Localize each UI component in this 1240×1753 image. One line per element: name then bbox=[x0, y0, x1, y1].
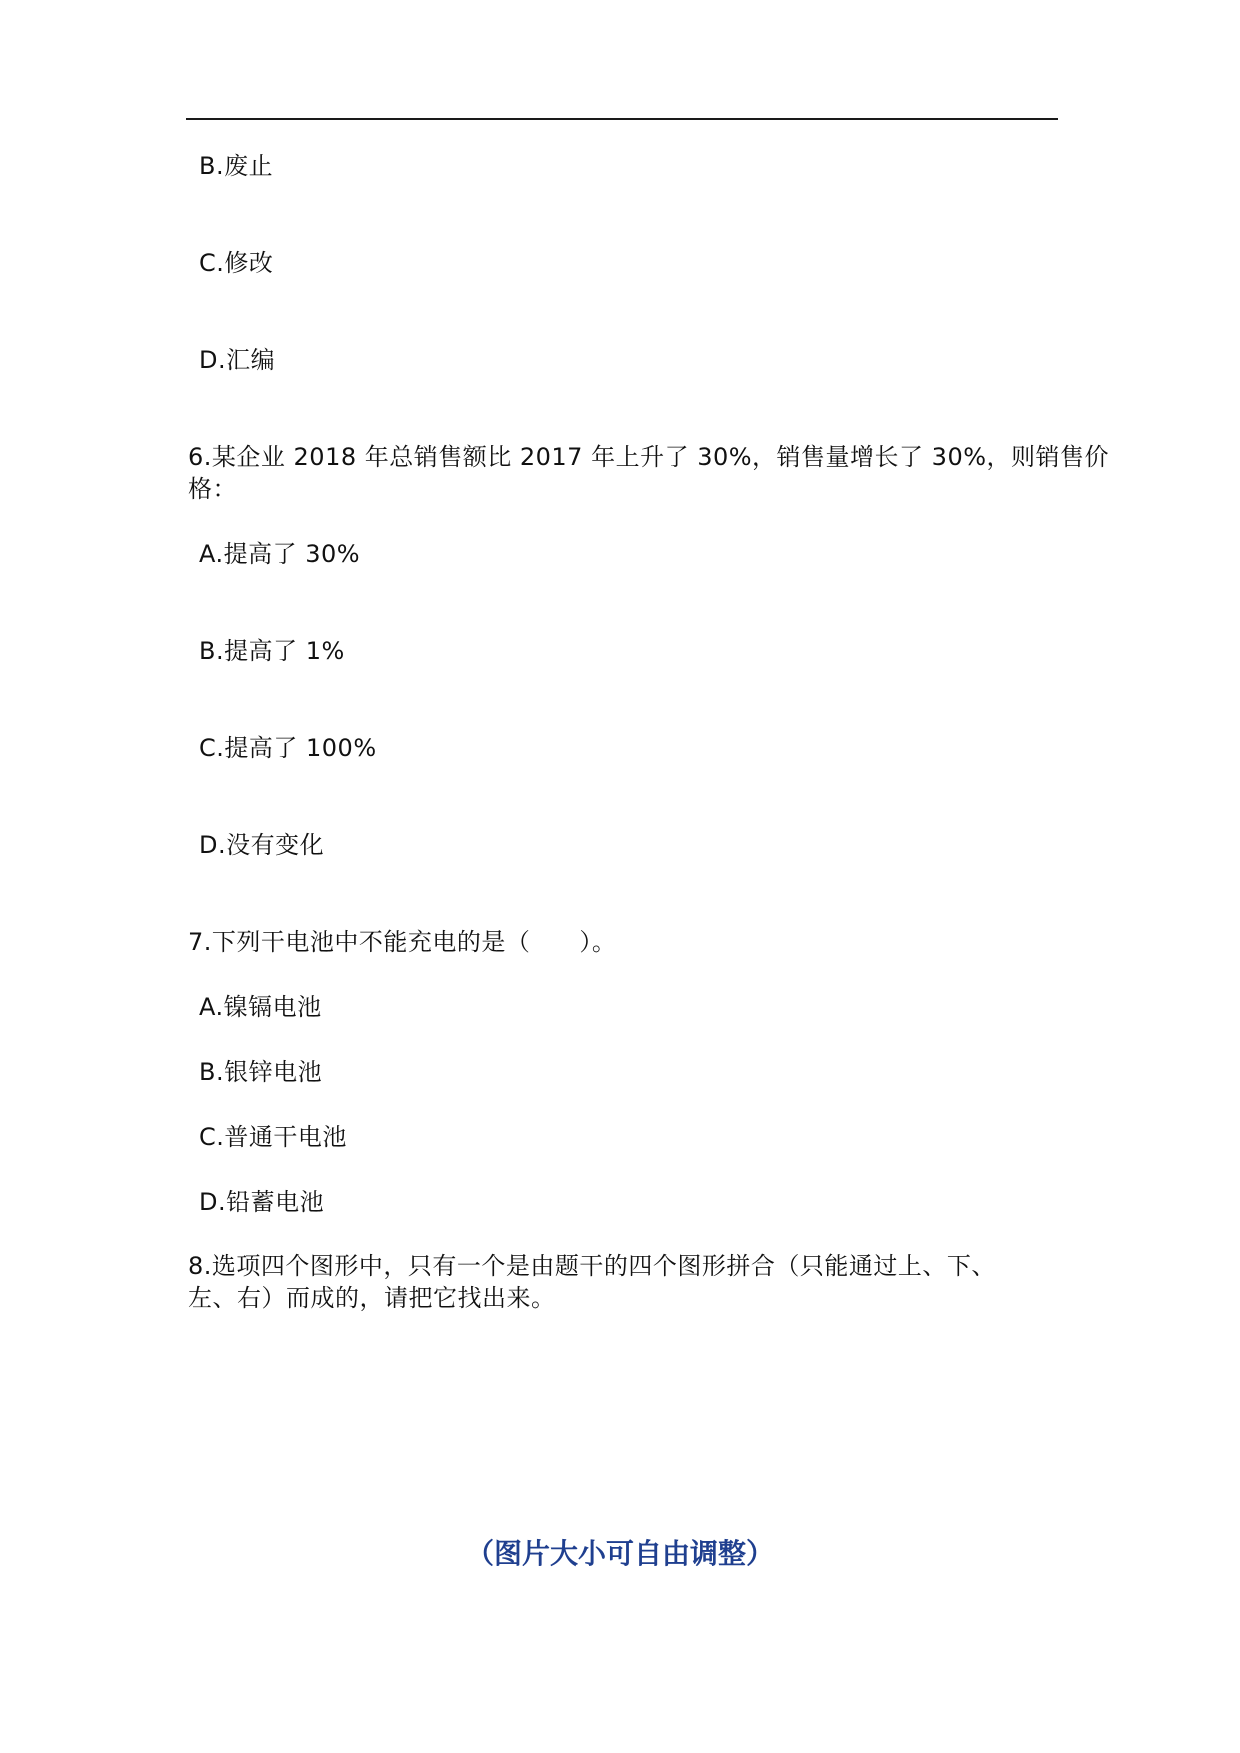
q5-option-b: B.废止 bbox=[199, 152, 274, 180]
image-resize-caption: （图片大小可自由调整） bbox=[465, 1537, 774, 1570]
q6-option-d: D.没有变化 bbox=[199, 831, 325, 859]
q7-option-a: A.镍镉电池 bbox=[199, 993, 322, 1021]
q5-option-d: D.汇编 bbox=[199, 346, 276, 374]
q8-stem-line2: 左、右）而成的，请把它找出来。 bbox=[188, 1284, 556, 1312]
q7-option-c: C.普通干电池 bbox=[199, 1123, 347, 1151]
q6-option-a: A.提高了 30% bbox=[199, 540, 361, 568]
q7-stem: 7.下列干电池中不能充电的是（ ）。 bbox=[188, 928, 617, 956]
q7-option-b: B.银锌电池 bbox=[199, 1058, 323, 1086]
q6-option-c: C.提高了 100% bbox=[199, 734, 377, 762]
q6-option-b: B.提高了 1% bbox=[199, 637, 345, 665]
q7-option-d: D.铅蓄电池 bbox=[199, 1188, 325, 1216]
q6-stem-line1: 6.某企业 2018 年总销售额比 2017 年上升了 30%，销售量增长了 30%，则销售价 bbox=[188, 443, 1110, 471]
header-divider bbox=[186, 118, 1058, 120]
q5-option-c: C.修改 bbox=[199, 249, 274, 277]
q6-stem-line2: 格： bbox=[188, 475, 237, 503]
q8-stem-line1: 8.选项四个图形中，只有一个是由题干的四个图形拼合（只能通过上、下、 bbox=[188, 1252, 996, 1280]
